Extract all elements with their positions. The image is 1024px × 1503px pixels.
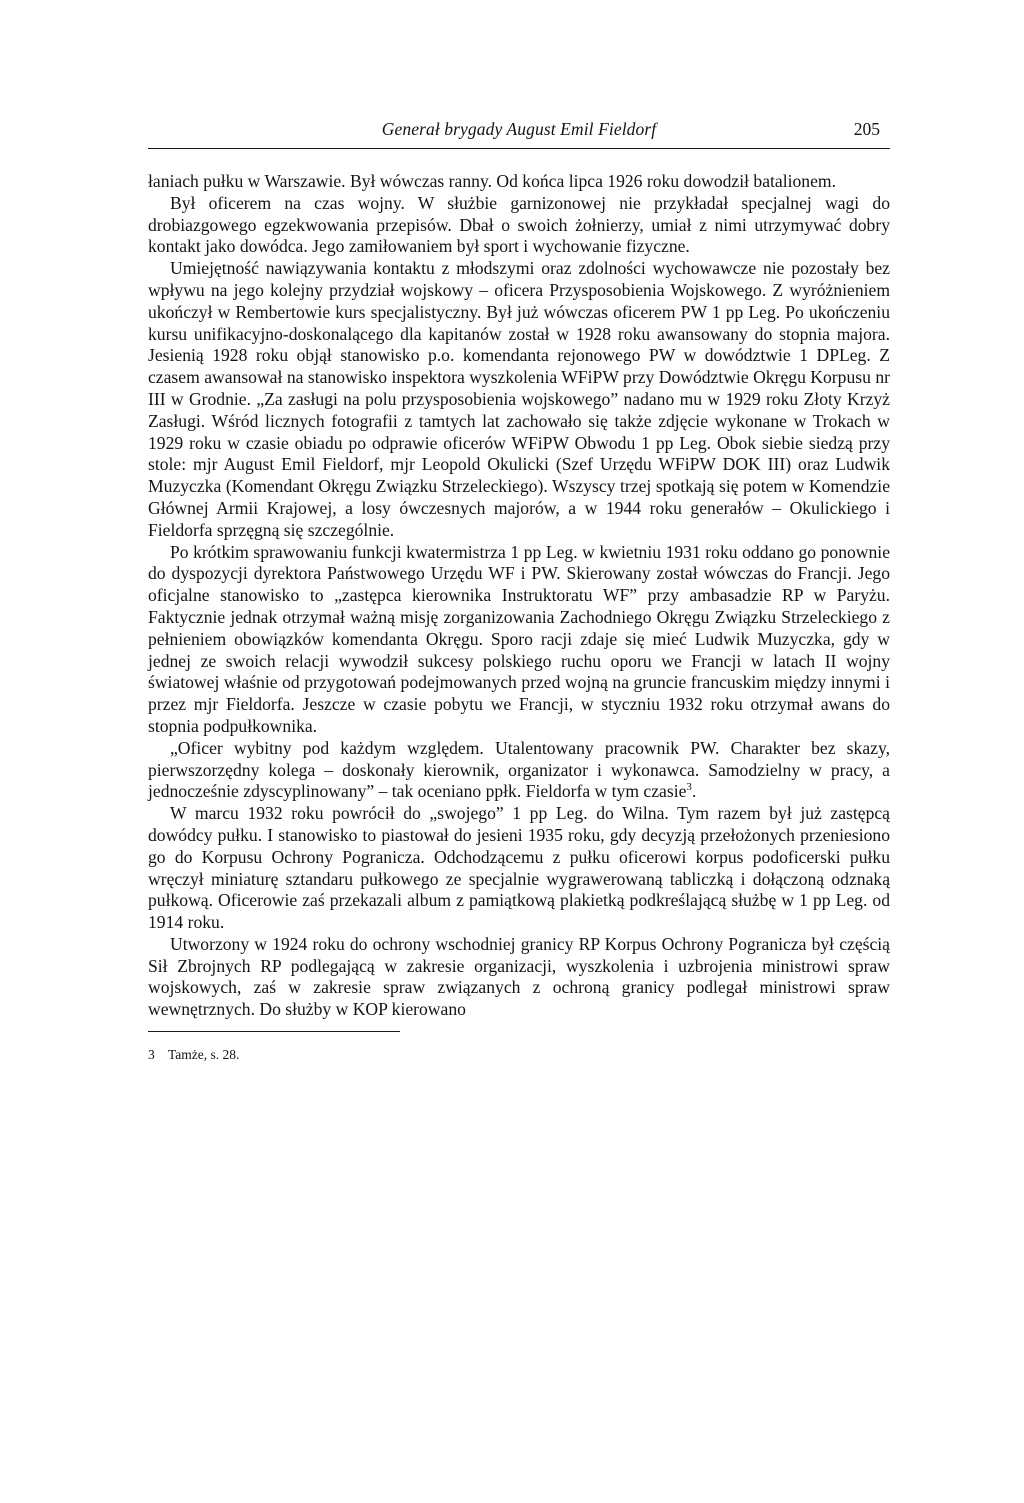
paragraph-7 <box>148 934 890 1021</box>
paragraph-7-text: Utworzony w 1924 roku do ochrony wschodniej granicy RP Korpus Ochrony Pogranicza był częścią Sił Zbrojnych RP podlegającą w zakresie organizacji, wyszkolenia i uzbrojenia ministrowi spraw wojskowych, zaś w zakresie spraw związanych z ochroną granicy podlegał ministrowi spraw wewnętrznych. Do służby w KOP kierowano <box>148 933 890 1020</box>
paragraph-1 <box>148 171 890 193</box>
body-text <box>148 171 890 1021</box>
paragraph-3 <box>148 258 890 541</box>
paragraph-3-text: Umiejętność nawiązywania kontaktu z młodszymi oraz zdolności wychowawcze nie pozostały bez wpływu na jego kolejny przydział wojskowy – oficera Przysposobienia Wojskowego. Z wyróżnieniem ukończył w Rembertowie kurs specjalistyczny. Był już wówczas oficerem PW 1 pp Leg. Po ukończeniu kursu unifikacyjno-doskonalącego dla kapitanów został w 1928 roku awansowany do stopnia majora. Jesienią 1928 roku objął stanowisko p.o. komendanta rejonowego PW w dowództwie 1 DPLeg. Z czasem awansował na stanowisko inspektora wyszkolenia WFiPW przy Dowództwie Okręgu Korpusu nr III w Grodnie. „Za zasługi na polu przysposobienia wojskowego” nadano mu w 1929 roku Złoty Krzyż Zasługi. Wśród licznych fotografii z tamtych lat zachowało się także zdjęcie wykonane w Trokach w 1929 roku w czasie obiadu po odprawie oficerów WFiPW Obwodu 1 pp Leg. Obok siebie siedzą przy stole: mjr August Emil Fieldorf, mjr Leopold Okulicki (Szef Urzędu WFiPW DOK III) oraz Ludwik Muzyczka (Komendant Okręgu Związku Strzeleckiego). Wszyscy trzej spotkają się potem w Komendzie Głównej Armii Krajowej, a losy ówczesnych majorów, a w 1944 roku generałów – Okulickiego i Fieldorfa sprzęgną się szczególnie. <box>148 258 890 540</box>
paragraph-5-end: . <box>691 781 697 802</box>
footnote <box>148 1046 890 1064</box>
paragraph-1-text: łaniach pułku w Warszawie. Był wówczas ranny. Od końca lipca 1926 roku dowodził batalionem. <box>148 171 836 191</box>
footnote-number: 3 <box>148 1047 155 1063</box>
paragraph-4-text: Po krótkim sprawowaniu funkcji kwatermistrza 1 pp Leg. w kwietniu 1931 roku oddano go ponownie do dyspozycji dyrektora Państwowego Urzędu WF i PW. Skierowany został wówczas do Francji. Jego oficjalne stanowisko to „zastępca kierownika Instruktoratu WF” przy ambasadzie RP w Paryżu. Faktycznie jednak otrzymał ważną misję zorganizowania Zachodniego Okręgu Związku Strzeleckiego z pełnieniem obowiązków komendanta Okręgu. Sporo racji zdaje się mieć Ludwik Muzyczka, gdy w jednej ze swoich relacji wywodził sukcesy polskiego ruchu oporu we Francji w latach II wojny światowej właśnie od przygotowań podejmowanych przed wojną na gruncie francuskim między innymi i przez mjr Fieldorfa. Jeszcze w czasie pobytu we Francji, w styczniu 1932 roku otrzymał awans do stopnia podpułkownika. <box>148 541 890 736</box>
paragraph-6 <box>148 803 890 934</box>
paragraph-2 <box>148 193 890 258</box>
paragraph-6-text: W marcu 1932 roku powrócił do „swojego” 1 pp Leg. do Wilna. Tym razem był już zastępcą dowódcy pułku. I stanowisko to piastował do jesieni 1935 roku, gdy decyzją przełożonych przeniesiono go do Korpusu Ochrony Pogranicza. Odchodzącemu z pułku oficerowi korpus podoficerski pułku wręczył miniaturę sztandaru pułkowego ze specjalnie wygrawerowaną tabliczką i dołączoną odznaką pułkową. Oficerowie zaś przekazali album z pamiątkową plakietką podkreślającą służbę w 1 pp Leg. od 1914 roku. <box>148 803 890 933</box>
paragraph-2-text: Był oficerem na czas wojny. W służbie garnizonowej nie przykładał specjalnej wagi do drobiazgowego egzekwowania przepisów. Dbał o swoich żołnierzy, umiał z nimi utrzymywać dobry kontakt jako dowódca. Jego zamiłowaniem był sport i wychowanie fizyczne. <box>148 192 890 257</box>
running-header <box>148 118 890 149</box>
paragraph-5-text: „Oficer wybitny pod każdym względem. Utalentowany pracownik PW. Charakter bez skazy, pierwszorzędny kolega – doskonały kierownik, organizator i wykonawca. Samodzielny w pracy, a jednocześnie zdyscyplinowany” – tak oceniano ppłk. Fieldorfa w tym czasie <box>148 737 890 802</box>
book-page <box>148 118 890 1064</box>
footnote-divider <box>148 1031 400 1032</box>
paragraph-4 <box>148 542 890 738</box>
paragraph-5 <box>148 738 890 803</box>
footnote-reference[interactable]: 3 <box>686 781 692 794</box>
page-number: 205 <box>853 119 880 139</box>
footnote-text: Tamże, s. 28. <box>168 1047 240 1063</box>
running-title: Generał brygady August Emil Fieldorf <box>381 119 657 139</box>
